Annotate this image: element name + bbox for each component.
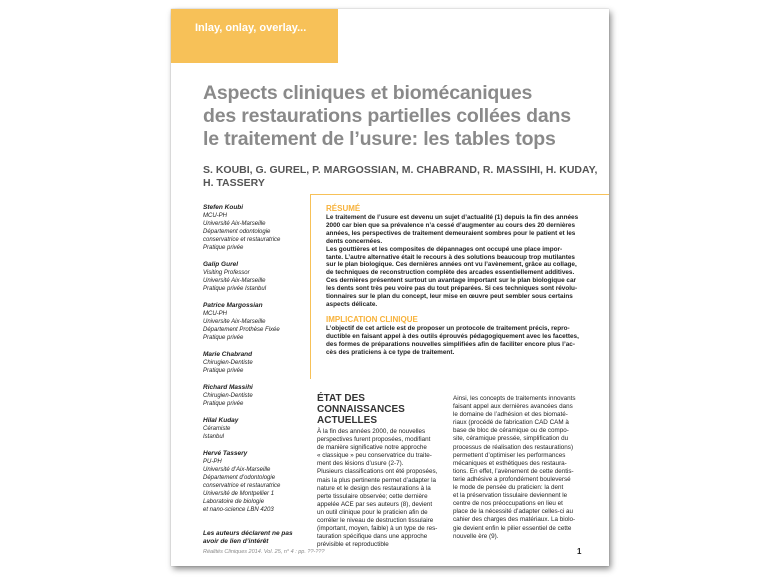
affiliation-line: Université de Montpellier 1: [203, 491, 275, 497]
resume-line: Les gouttières et les composites de dépannages ont occupé une place impor-: [326, 245, 563, 253]
body-line: faisant appel aux dernières avancées dans: [453, 403, 573, 411]
title-line: le traitement de l’usure: les tables tops: [203, 128, 556, 150]
author-list: [203, 164, 603, 190]
affiliation-line: Département Prothèse Fixée: [203, 327, 280, 333]
body-line: gie devient enfin le pilier essentiel de cette: [453, 524, 572, 532]
body-line: Ainsi, les concepts de traitements innovants: [453, 395, 576, 402]
author-line: S. KOUBI, G. GUREL, P. MARGOSSIAN, M. CHABRAND, R. MASSIHI, H. KUDAY,: [203, 164, 598, 176]
affiliation-line: Istanbul: [203, 434, 225, 440]
body-line: perte tissulaire observée; cette dernière: [317, 492, 428, 500]
affiliation-line: Université d’Aix-Marseille: [203, 467, 271, 473]
body-column-right: [453, 395, 588, 541]
author-name: Hervé Tassery: [203, 450, 248, 457]
body-line: de manière significative notre approche: [317, 444, 427, 452]
section-heading-line: CONNAISSANCES: [317, 404, 405, 415]
body-line: tauration spécifique dans une approche: [317, 533, 428, 541]
affiliation-line: Pratique privée: [203, 335, 244, 341]
affiliation-block: [203, 384, 308, 408]
section-heading: [317, 393, 427, 426]
affiliation-line: Département odontologie: [203, 229, 271, 235]
body-line: corréler le niveau de destruction tissulaire: [317, 517, 434, 525]
body-line: À la fin des années 2000, de nouvelles: [317, 428, 426, 435]
implication-line: L’objectif de cet article est de proposer un protocole de traitement précis, repro-: [326, 324, 570, 332]
affiliation-line: Chirugien-Dentiste: [203, 360, 253, 366]
article-title: [203, 82, 603, 151]
resume-line: tante. L’autre alternative était le recours à des solutions beaucoup trop mutilantes: [326, 253, 575, 261]
author-name: Stefen Koubi: [203, 204, 244, 211]
author-name: Galip Gurel: [203, 261, 239, 268]
affiliation-line: MCU-PH: [203, 311, 227, 317]
affiliation-line: Pratique privée: [203, 245, 244, 251]
affiliation-block: [203, 302, 308, 342]
resume-line: 2000 car bien que sa prévalence n’a cessé d’augmenter au cours des 20 dernières: [326, 221, 576, 229]
body-column-left: [317, 428, 462, 549]
resume-line: tionnaires sur le plan du concept, leur mise en œuvre peut sembler sous certains: [326, 293, 573, 301]
resume-line: aspects délicate.: [326, 300, 378, 308]
body-line: cahier des charges des matériaux. La biolo-: [453, 516, 576, 524]
banner-label: Inlay, onlay, overlay...: [195, 22, 307, 34]
author-line: H. TASSERY: [203, 177, 265, 189]
body-line: perspectives furent proposées, modifiant: [317, 436, 431, 444]
affiliations-sidebar: [203, 204, 308, 523]
title-line: des restaurations partielles collées dans: [203, 105, 571, 127]
body-line: tions. En effet, l’avènement de cette dentis-: [453, 467, 574, 475]
implication-heading: IMPLICATION CLINIQUE: [326, 314, 418, 324]
body-line: et la préservation tissulaire deviennent le: [453, 492, 568, 500]
resume-line: dents concernées.: [326, 237, 383, 245]
resume-line: de techniques de reconstruction complète des arcades essentiellement additives.: [326, 269, 575, 277]
body-line: terie adhésive a profondément bouleversé: [453, 475, 571, 483]
affiliation-block: [203, 261, 308, 293]
affiliation-line: Chirugien-Dentiste: [203, 393, 253, 399]
affiliation-line: Visiting Professor: [203, 270, 250, 276]
disclosure-line: avoir de lien d’intérêt: [203, 538, 269, 545]
body-line: Plusieurs classifications ont été proposées,: [317, 468, 438, 476]
body-line: processus de réalisation des restaurations): [453, 443, 574, 451]
affiliation-line: PU-PH: [203, 459, 222, 465]
affiliation-block: [203, 450, 308, 514]
body-line: nouvelle ère (9).: [453, 532, 499, 540]
affiliation-block: [203, 204, 308, 252]
affiliation-line: Céramiste: [203, 426, 231, 432]
body-line: mécaniques et esthétiques des restaura-: [453, 459, 567, 467]
body-line: ment des lésions d’usure (2-7).: [317, 460, 404, 468]
body-line: nature et le design des restaurations à la: [317, 484, 431, 492]
title-line: Aspects cliniques et biomécaniques: [203, 82, 533, 104]
body-line: le mode de pensée du praticien: la dent: [453, 484, 564, 492]
body-line: centre de nos préoccupations en lieu et: [453, 500, 563, 508]
body-line: place de la nécessité d’adapter celles-ci au: [453, 508, 574, 516]
body-line: « classique » peu conservatrice du traite-: [317, 452, 432, 460]
affiliation-line: et nano-science LBN 4203: [203, 507, 274, 513]
author-name: Hilal Kuday: [203, 417, 239, 424]
section-banner: [171, 9, 338, 63]
affiliation-line: conservatrice et restauratrice: [203, 483, 281, 489]
resume-line: sur le plan biologique. Ces dernières années ont vu l’avènement, grâce au collage,: [326, 261, 577, 269]
resume-line: Le traitement de l’usure est devenu un sujet d’actualité (1) depuis la fin des années: [326, 214, 579, 221]
affiliation-line: Pratique privée: [203, 401, 244, 407]
affiliation-line: MCU-PH: [203, 213, 227, 219]
page-number: 1: [577, 547, 582, 556]
resume-heading: RÉSUMÉ: [326, 204, 361, 213]
affiliation-line: Laboratoire de biologie: [203, 499, 265, 505]
affiliation-line: Université Aix-Marseille: [203, 221, 266, 227]
implication-text: [326, 325, 600, 357]
body-line: prévisible et reproductible: [317, 541, 389, 549]
body-line: le domaine de l’adhésion et des biomaté-: [453, 411, 568, 419]
body-line: (important, moyen, faible) à un type de res-: [317, 525, 438, 533]
affiliation-line: conservatrice et restauratrice: [203, 237, 281, 243]
body-line: un outil clinique pour le praticien afin de: [317, 508, 428, 516]
disclosure-line: Les auteurs déclarent ne pas: [203, 530, 293, 537]
implication-line: cès des praticiens à ce type de traitement.: [326, 348, 455, 356]
body-line: mais la plus pertinente permet d’adapter la: [317, 476, 437, 484]
affiliation-line: Universite Aix-Marseille: [203, 319, 266, 325]
article-page: [171, 9, 609, 566]
implication-line: ductible en faisant appel à des outils éprouvés pédagogiquement avec les facettes,: [326, 332, 579, 340]
resume-text: [326, 214, 600, 309]
author-name: Marie Chabrand: [203, 351, 253, 358]
resume-line: années, les perspectives de traitement demeuraient sombres pour le patient et les: [326, 229, 576, 237]
author-name: Patrice Margossian: [203, 302, 263, 309]
journal-citation: Réalités Cliniques 2014. Vol. 25, n° 4 : pp. ??-???: [203, 549, 325, 555]
body-line: site, céramique pressée, simplification du: [453, 435, 569, 443]
affiliation-line: Pratique privée Istanbul: [203, 286, 267, 292]
author-name: Richard Massihi: [203, 384, 253, 391]
body-line: permettent d’optimiser les performances: [453, 451, 566, 459]
affiliation-block: [203, 417, 308, 441]
body-line: base de bloc de céramique ou de compo-: [453, 427, 569, 435]
section-heading-line: ÉTAT DES: [317, 393, 365, 404]
resume-line: Ces dernières présentent surtout un avantage important sur le plan biologique car: [326, 277, 576, 285]
affiliation-block: [203, 351, 308, 375]
body-line: appelée ACE par ses auteurs (8), devient: [317, 500, 433, 508]
implication-line: des formes de préparations nouvelles simplifiées afin de faciliter encore plus l’ac-: [326, 340, 575, 348]
abstract-box: [310, 194, 609, 379]
affiliation-line: Pratique privée: [203, 368, 244, 374]
section-heading-line: ACTUELLES: [317, 415, 377, 426]
affiliation-line: Département d’odontologie: [203, 475, 276, 481]
resume-line: les dents sont très peu voire pas du tout préparées. Si ces techniques sont révolu-: [326, 285, 578, 293]
affiliation-line: Université Aix-Marseille: [203, 278, 266, 284]
body-line: riaux (procédé de fabrication CAD CAM à: [453, 419, 569, 427]
conflict-disclosure: [203, 530, 313, 546]
